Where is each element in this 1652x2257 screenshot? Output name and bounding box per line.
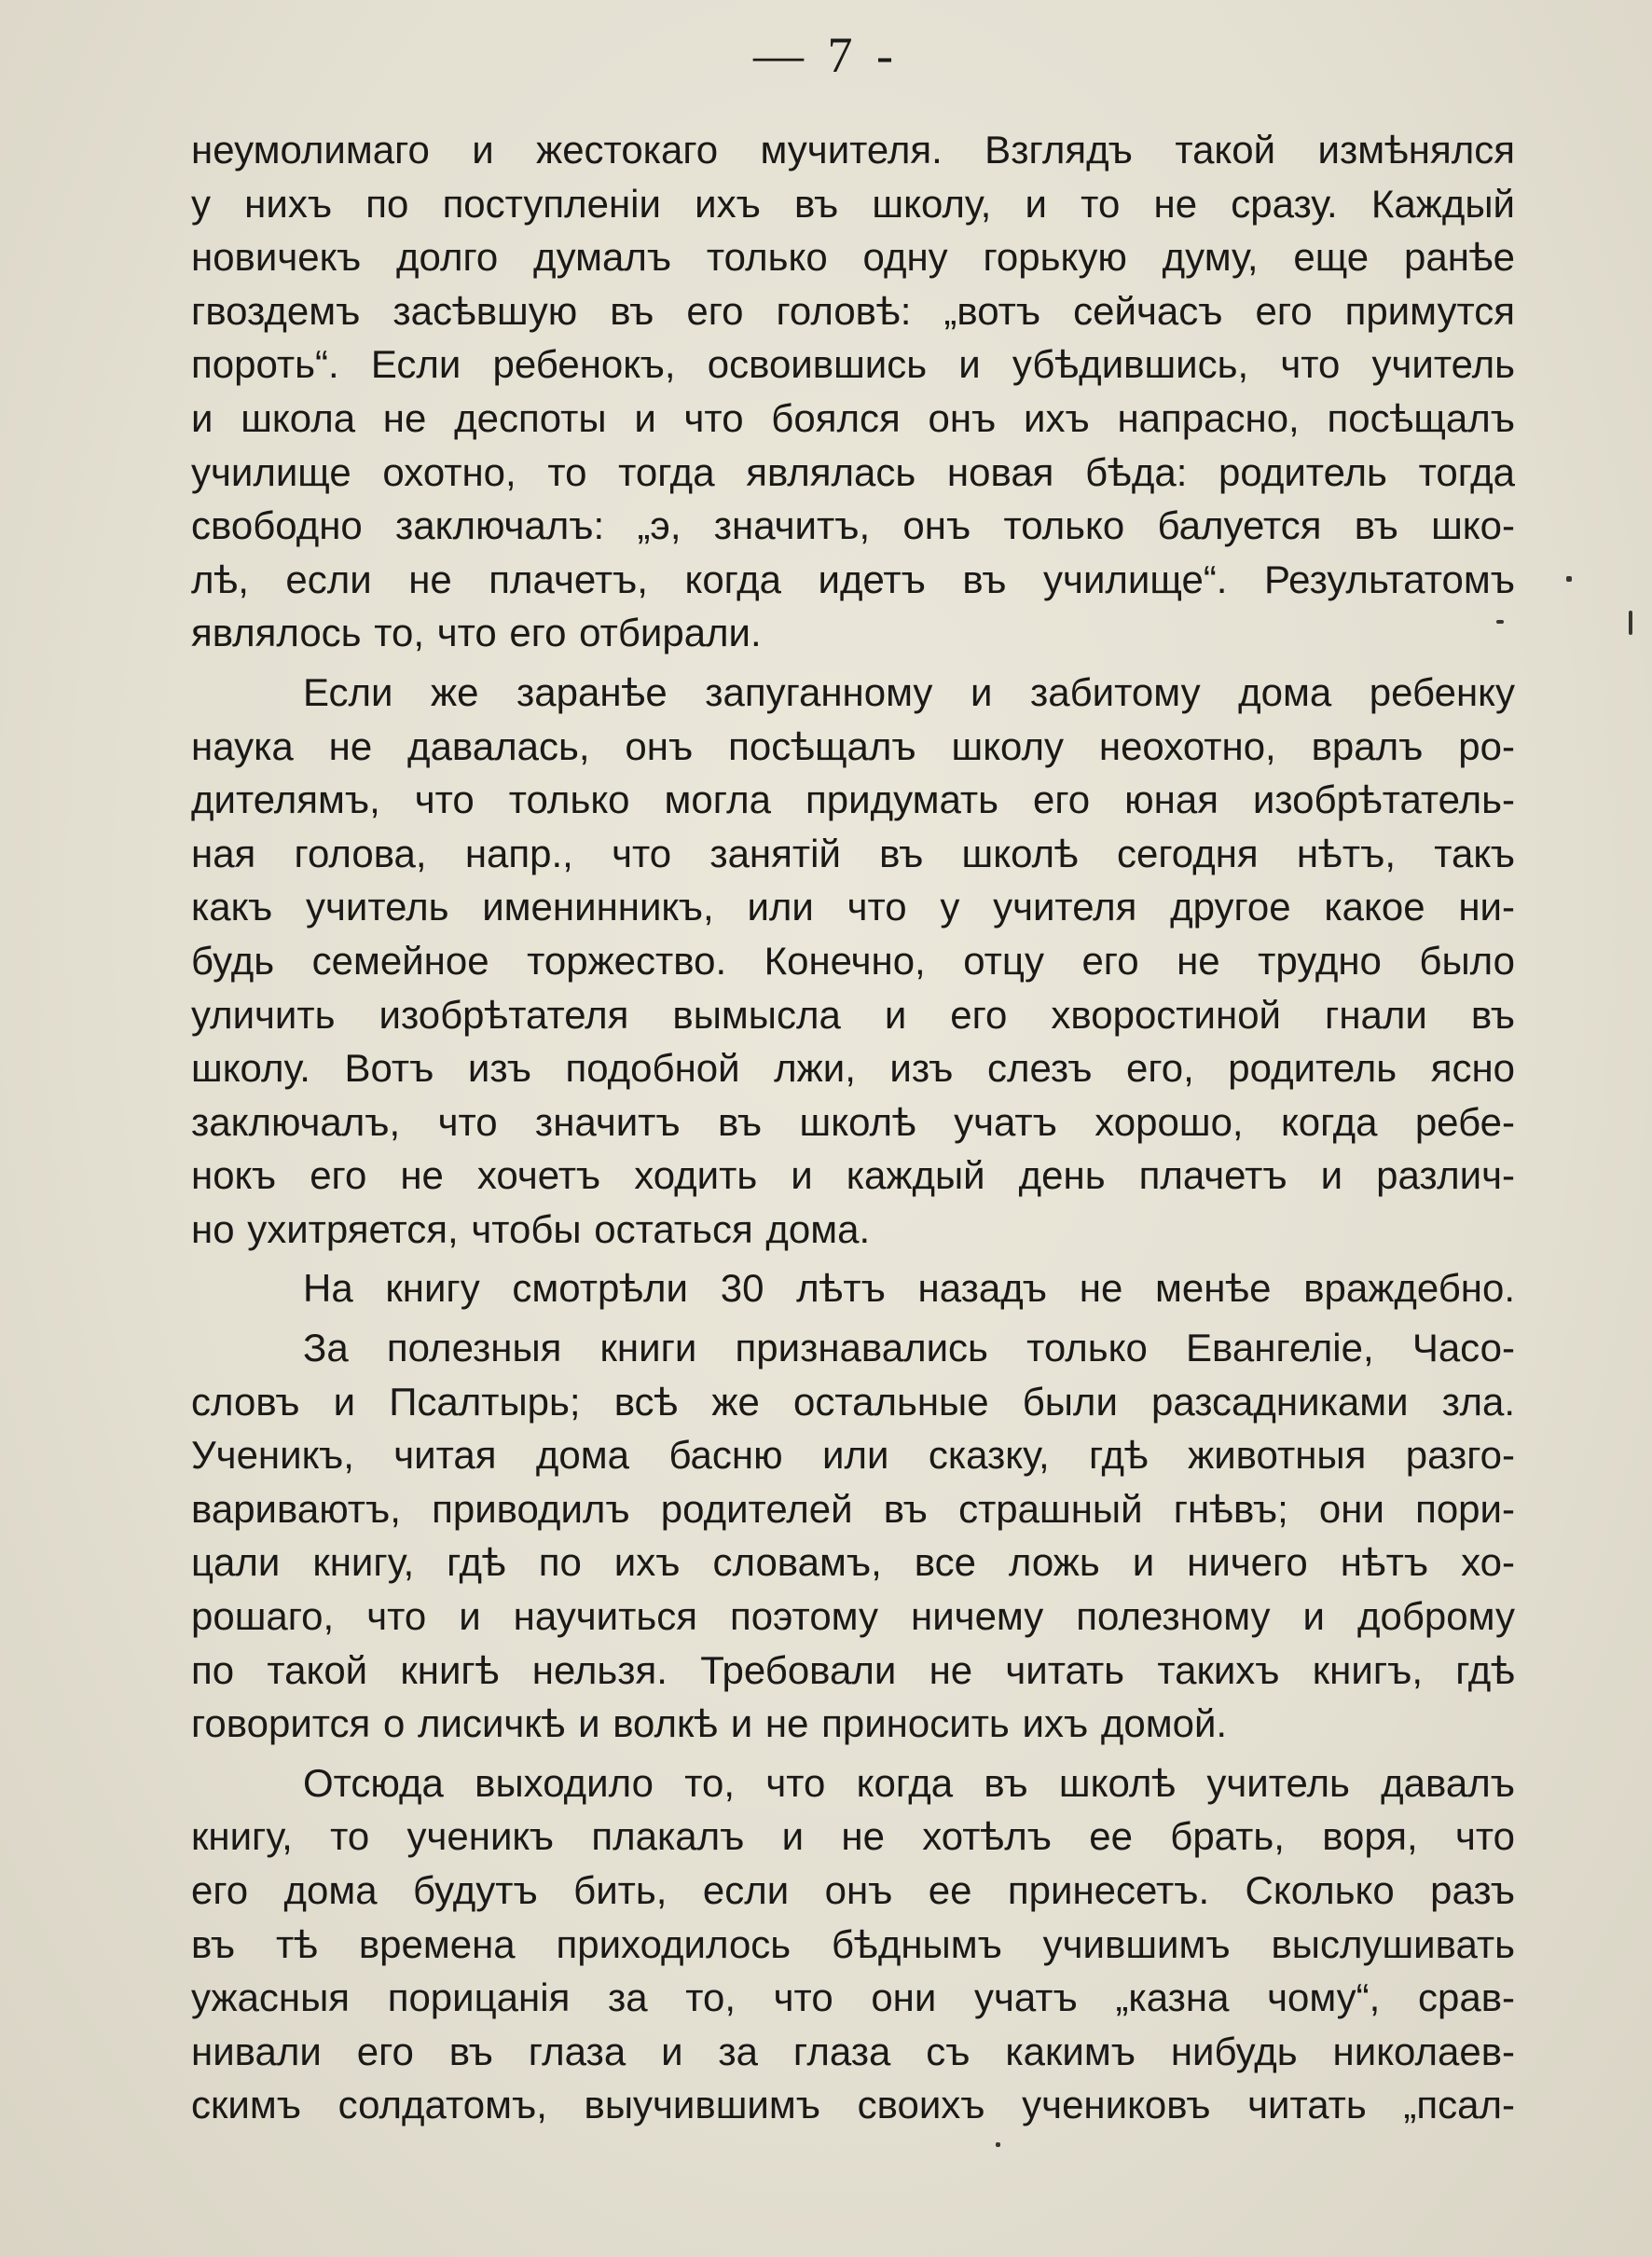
text-line: новичекъ долго думалъ только одну горькую думу, еще ранѣе bbox=[191, 235, 1515, 280]
text-line: На книгу смотрѣли 30 лѣтъ назадъ не менѣе враждебно. bbox=[303, 1266, 1515, 1311]
text-line: и школа не деспоты и что боялся онъ ихъ напрасно, посѣщалъ bbox=[191, 395, 1515, 440]
paragraph bbox=[191, 666, 1515, 1257]
text-line: уличить изобрѣтателя вымысла и его хворостиной гнали въ bbox=[191, 992, 1515, 1037]
text-line: нивали его въ глаза и за глаза съ какимъ нибудь николаев- bbox=[191, 2029, 1515, 2073]
ink-speck bbox=[996, 2142, 1000, 2147]
text-line: цали книгу, гдѣ по ихъ словамъ, все ложь и ничего нѣтъ хо- bbox=[191, 1540, 1515, 1585]
text-line: у нихъ по поступленіи ихъ въ школу, и то не сразу. Каждый bbox=[191, 181, 1515, 226]
text-line: школу. Вотъ изъ подобной лжи, изъ слезъ его, родитель ясно bbox=[191, 1046, 1515, 1091]
text-line: За полезныя книги признавались только Евангеліе, Часо- bbox=[303, 1326, 1515, 1370]
text-line: заключалъ, что значитъ въ школѣ учатъ хорошо, когда ребе- bbox=[191, 1099, 1515, 1144]
text-line: неумолимаго и жестокаго мучителя. Взглядъ такой измѣнялся bbox=[191, 128, 1515, 172]
ink-speck bbox=[1496, 620, 1504, 624]
text-line: лѣ, если не плачетъ, когда идетъ въ училище“. Результатомъ bbox=[191, 557, 1515, 601]
ink-speck bbox=[1566, 576, 1572, 582]
body-text bbox=[191, 123, 1515, 2132]
paragraph bbox=[191, 1321, 1515, 1751]
text-line: Ученикъ, читая дома басню или сказку, гдѣ животныя разго- bbox=[191, 1433, 1515, 1478]
text-line: говорится о лисичкѣ и волкѣ и не приносить ихъ домой. bbox=[191, 1701, 1228, 1746]
page-number: — 7 - bbox=[753, 27, 899, 83]
text-line: нокъ его не хочетъ ходить и каждый день плачетъ и различ- bbox=[191, 1153, 1515, 1198]
text-line: наука не давалась, онъ посѣщалъ школу неохотно, вралъ ро- bbox=[191, 723, 1515, 768]
text-line: какъ учитель именинникъ, или что у учителя другое какое ни- bbox=[191, 885, 1515, 929]
text-line: въ тѣ времена приходилось бѣднымъ учившимъ выслушивать bbox=[191, 1921, 1515, 1966]
text-line: пороть“. Если ребенокъ, освоившись и убѣдившись, что учитель bbox=[191, 342, 1515, 387]
text-line: рошаго, что и научиться поэтому ничему полезному и доброму bbox=[191, 1594, 1515, 1639]
text-line: гвоздемъ засѣвшую въ его головѣ: „вотъ сейчасъ его примутся bbox=[191, 288, 1515, 333]
paragraph bbox=[191, 123, 1515, 660]
text-line: скимъ солдатомъ, выучившимъ своихъ учениковъ читать „псал- bbox=[191, 2083, 1515, 2127]
text-line: дителямъ, что только могла придумать его юная изобрѣтатель- bbox=[191, 778, 1515, 822]
text-line: училище охотно, то тогда являлась новая бѣда: родитель тогда bbox=[191, 449, 1515, 494]
text-line: Отсюда выходило то, что когда въ школѣ учитель давалъ bbox=[303, 1760, 1515, 1805]
paragraph bbox=[191, 1261, 1515, 1315]
text-line: его дома будутъ бить, если онъ ее принесетъ. Сколько разъ bbox=[191, 1868, 1515, 1912]
ink-speck bbox=[1629, 611, 1632, 635]
text-line: являлось то, что его отбирали. bbox=[191, 611, 762, 655]
text-line: вариваютъ, приводилъ родителей въ страшный гнѣвъ; они пори- bbox=[191, 1486, 1515, 1531]
text-line: словъ и Псалтырь; всѣ же остальные были разсадниками зла. bbox=[191, 1379, 1515, 1424]
text-line: Если же заранѣе запуганному и забитому дома ребенку bbox=[303, 669, 1515, 714]
text-line: но ухитряется, чтобы остаться дома. bbox=[191, 1206, 871, 1251]
text-line: ная голова, напр., что занятій въ школѣ сегодня нѣтъ, такъ bbox=[191, 831, 1515, 875]
text-line: ужасныя порицанія за то, что они учатъ „казна чому“, срав- bbox=[191, 1975, 1515, 2020]
text-line: книгу, то ученикъ плакалъ и не хотѣлъ ее брать, воря, что bbox=[191, 1814, 1515, 1859]
text-line: по такой книгѣ нельзя. Требовали не читать такихъ книгъ, гдѣ bbox=[191, 1647, 1515, 1692]
text-line: свободно заключалъ: „э, значитъ, онъ только балуется въ шко- bbox=[191, 503, 1515, 548]
text-line: будь семейное торжество. Конечно, отцу его не трудно было bbox=[191, 938, 1515, 983]
paragraph bbox=[191, 1756, 1515, 2132]
